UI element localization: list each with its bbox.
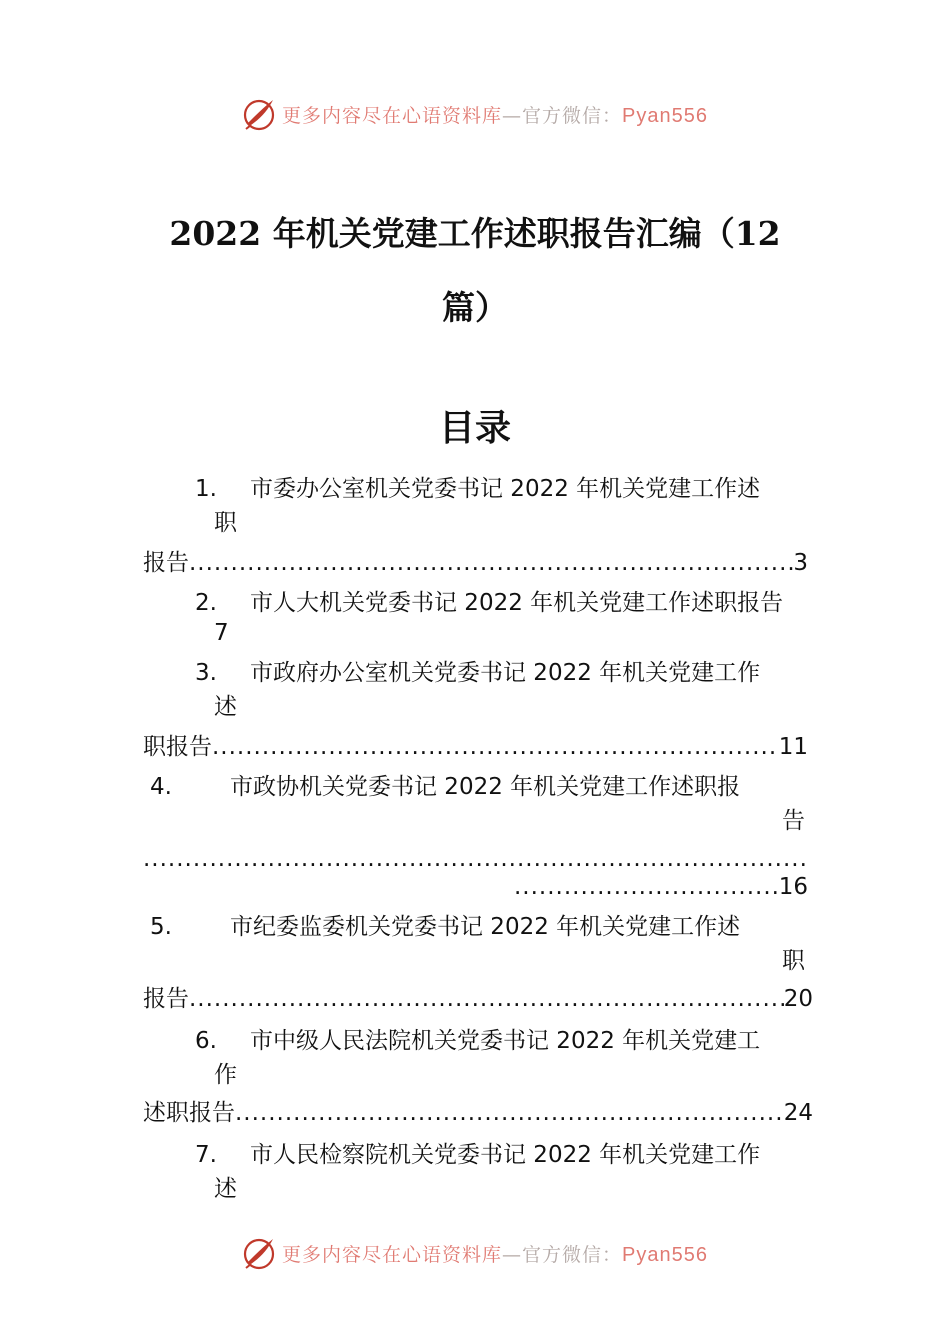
toc-entry-1-title-wrap: 职 (214, 510, 237, 536)
toc-entry-4-leader-line[interactable] (514, 870, 808, 904)
toc-entry-7-title[interactable]: 市人民检察院机关党委书记 2022 年机关党建工作 (250, 1142, 761, 1168)
watermark-wechat-id: Pyan556 (622, 1243, 708, 1266)
toc-entry-5-leader-line[interactable] (143, 982, 813, 1016)
quill-logo-icon (242, 97, 276, 131)
toc-entry-1-number: 1. (195, 476, 217, 502)
watermark-header (0, 94, 950, 134)
toc-entry-1-title[interactable]: 市委办公室机关党委书记 2022 年机关党建工作述 (250, 476, 761, 502)
watermark-separator: — (502, 1243, 523, 1266)
toc-heading: 目录 (438, 407, 511, 449)
watermark-text (282, 1240, 708, 1267)
dot-leader (514, 870, 779, 904)
toc-entry-2-number: 2. (195, 590, 217, 616)
toc-entry-3-number: 3. (195, 660, 217, 686)
toc-entry-6-number: 6. (195, 1028, 217, 1054)
toc-entry-7-title-wrap: 述 (214, 1176, 237, 1202)
toc-entry-6-title-wrap: 作 (214, 1062, 237, 1088)
toc-entry-1-title-tail: 报告 (143, 550, 189, 576)
toc-entry-5-title[interactable]: 市纪委监委机关党委书记 2022 年机关党建工作述 (230, 914, 741, 940)
watermark-wechat-label: 官方微信： (522, 104, 623, 127)
toc-entry-1-leader-line[interactable] (143, 546, 808, 580)
toc-entry-3-title-tail: 职报告 (143, 734, 212, 760)
toc-entry-2-title[interactable]: 市人大机关党委书记 2022 年机关党建工作述职报告 (250, 590, 784, 616)
toc-entry-5-title-tail: 报告 (143, 986, 189, 1012)
watermark-text (282, 101, 708, 128)
toc-entry-7-number: 7. (195, 1142, 217, 1168)
watermark-footer (0, 1233, 950, 1273)
toc-entry-2-page: 7 (214, 620, 229, 646)
toc-entry-3-page: 11 (778, 734, 808, 760)
quill-logo-icon (242, 1236, 276, 1270)
toc-entry-5-title-wrap: 职 (782, 948, 805, 974)
dot-leader (235, 1096, 784, 1130)
dot-leader (212, 730, 779, 764)
toc-entry-5-page: 20 (783, 986, 813, 1012)
document-title-line-1: 2022 年机关党建工作述职报告汇编（12 (169, 214, 781, 253)
dot-leader (189, 546, 793, 580)
toc-entry-1-page: 3 (793, 550, 808, 576)
toc-entry-4-number: 4. (150, 774, 172, 800)
toc-entry-3-leader-line[interactable] (143, 730, 808, 764)
toc-entry-6-title-tail: 述职报告 (143, 1100, 235, 1126)
toc-entry-3-title-wrap: 述 (214, 694, 237, 720)
watermark-site-name: 更多内容尽在心语资料库 (282, 1243, 503, 1266)
toc-entry-4-title-wrap: 告 (782, 808, 805, 834)
toc-entry-4-page: 16 (778, 874, 808, 900)
toc-entry-6-title[interactable]: 市中级人民法院机关党委书记 2022 年机关党建工 (250, 1028, 761, 1054)
toc-entry-6-leader-line[interactable] (143, 1096, 813, 1130)
watermark-site-name: 更多内容尽在心语资料库 (282, 104, 503, 127)
watermark-wechat-label: 官方微信： (522, 1243, 623, 1266)
dot-leader (189, 982, 784, 1016)
toc-entry-4-title[interactable]: 市政协机关党委书记 2022 年机关党建工作述职报 (230, 774, 741, 800)
watermark-wechat-id: Pyan556 (622, 104, 708, 127)
document-title-line-2: 篇） (442, 288, 508, 327)
toc-entry-3-title[interactable]: 市政府办公室机关党委书记 2022 年机关党建工作 (250, 660, 761, 686)
toc-entry-5-number: 5. (150, 914, 172, 940)
watermark-separator: — (502, 104, 523, 127)
toc-entry-6-page: 24 (783, 1100, 813, 1126)
